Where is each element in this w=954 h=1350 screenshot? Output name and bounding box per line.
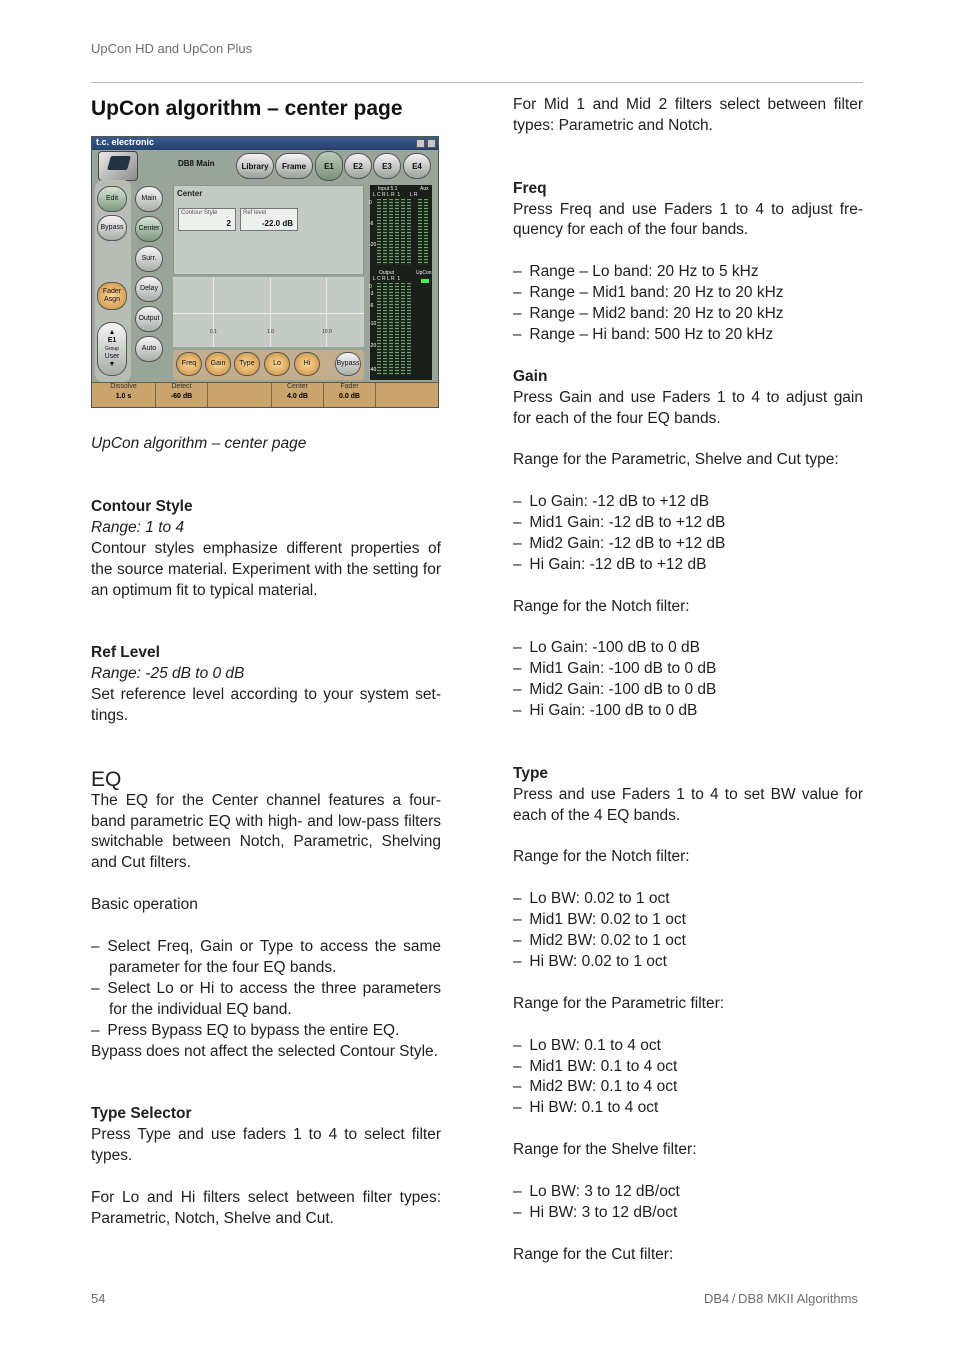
group-label: Group	[105, 346, 119, 352]
type-sub-cut: Range for the Cut filter:	[513, 1245, 674, 1263]
eq-graph	[173, 277, 364, 347]
type-sub-shelve: Range for the Shelve filter:	[513, 1141, 697, 1159]
list-item: – Hi Gain: -100 dB to 0 dB	[513, 702, 698, 720]
tab-e2[interactable]: E2	[344, 153, 372, 179]
list-item: – Mid2 Gain: -100 dB to 0 dB	[513, 681, 717, 699]
running-header: UpCon HD and UpCon Plus	[91, 41, 253, 56]
page-label: DB8 Main	[178, 159, 215, 168]
ref-level-heading: Ref Level	[91, 644, 160, 662]
meter-scale: -20	[369, 343, 377, 349]
list-item: – Select Freq, Gain or Type to access the same parameter for the four EQ bands.	[91, 937, 441, 976]
panel-title: Center	[177, 189, 203, 198]
dissolve-field[interactable]	[92, 383, 156, 408]
meter-scale: -10	[369, 321, 377, 327]
ref-level-field[interactable]	[240, 208, 298, 231]
detect-value: -60 dB	[170, 393, 193, 400]
list-item: – Hi Gain: -12 dB to +12 dB	[513, 555, 707, 573]
page-number: 54	[91, 1291, 106, 1306]
tab-e3[interactable]: E3	[373, 153, 401, 179]
eq-lo-button[interactable]: Lo	[264, 352, 290, 376]
gain-body: Press Gain and use Faders 1 to 4 to adjust gain for each of the four EQ bands.	[513, 388, 863, 427]
nav-delay-button[interactable]: Delay	[135, 276, 163, 302]
engine-label: E1	[107, 337, 117, 344]
eq-button-bar	[173, 350, 364, 380]
eq-freq-button[interactable]: Freq	[176, 352, 202, 376]
center-panel	[173, 185, 364, 275]
meter-channels-bottom: L C R L R 1	[373, 276, 401, 282]
eq-type-button[interactable]: Type	[234, 352, 260, 376]
contour-style-value: 2	[226, 219, 231, 228]
list-item: – Lo Gain: -100 dB to 0 dB	[513, 639, 700, 657]
mid-filter-intro: For Mid 1 and Mid 2 filters select between filter types: Parametric and Notch.	[513, 96, 863, 134]
list-item: – Mid1 Gain: -100 dB to 0 dB	[513, 660, 717, 678]
list-item: – Range – Hi band: 500 Hz to 20 kHz	[513, 325, 774, 343]
meter-scale: -20	[369, 242, 377, 248]
detect-label: Detect	[171, 383, 192, 390]
fader-label: Fader	[340, 383, 359, 390]
figure-caption: UpCon algorithm – center page	[91, 435, 307, 452]
list-item: – Range – Mid2 band: 20 Hz to 20 kHz	[513, 305, 784, 323]
meter-channels-top: L C R L R 1 L R	[373, 192, 418, 198]
gain-sub-notch: Range for the Notch filter:	[513, 597, 690, 615]
detect-field[interactable]	[156, 383, 208, 408]
nav-auto-button[interactable]: Auto	[135, 336, 163, 362]
ref-level-range: Range: -25 dB to 0 dB	[91, 665, 245, 683]
list-item: – Mid1 Gain: -12 dB to +12 dB	[513, 514, 726, 532]
graph-label: 10.0	[322, 329, 332, 335]
list-item: – Mid2 BW: 0.1 to 4 oct	[513, 1078, 678, 1096]
freq-heading: Freq	[513, 179, 547, 197]
eq-bypass-button[interactable]: Bypass	[335, 352, 361, 376]
list-item: – Range – Mid1 band: 20 Hz to 20 kHz	[513, 284, 784, 302]
meter-scale: -40	[369, 367, 377, 373]
section-title: UpCon algorithm – center page	[91, 97, 403, 120]
list-item: – Mid2 Gain: -12 dB to +12 dB	[513, 534, 726, 552]
type-selector-body2: For Lo and Hi filters select between filter types: Parametric, Notch, Shelve and Cut.	[91, 1188, 441, 1227]
nav-surr-button[interactable]: Surr.	[135, 246, 163, 272]
meter-input-label: Input 5.1	[378, 186, 398, 192]
upcon-led	[421, 279, 429, 283]
meter-scale: -3	[369, 291, 374, 297]
fader-value: 0.0 dB	[338, 393, 360, 400]
graph-label: 1.0	[267, 329, 274, 335]
eq-heading: EQ	[91, 767, 122, 791]
list-item: – Lo BW: 3 to 12 dB/oct	[513, 1182, 680, 1200]
eq-body: The EQ for the Center channel features a four-band parametric EQ with high- and low-pass filters switchable between Notch, Parametric, Shelving and Cut filters.	[91, 791, 441, 872]
ref-level-body: Set reference level according to your system set-tings.	[91, 686, 441, 724]
contour-style-field[interactable]	[178, 208, 236, 231]
eq-gain-button[interactable]: Gain	[205, 352, 231, 376]
dissolve-value: 1.0 s	[115, 393, 132, 400]
meter-aux-label: Aux	[420, 186, 429, 192]
list-item: – Select Lo or Hi to access the three parameters for the individual EQ band.	[91, 979, 441, 1018]
meter-scale: -6	[369, 221, 374, 227]
type-heading: Type	[513, 764, 549, 782]
title-bar	[92, 137, 438, 150]
close-icon[interactable]	[427, 139, 436, 148]
arrow-down-icon[interactable]: ▼	[108, 361, 116, 368]
gain-sub-parametric: Range for the Parametric, Shelve and Cut type:	[513, 451, 839, 469]
freq-body: Press Freq and use Faders 1 to 4 to adjust fre-quency for each of the four bands.	[513, 200, 863, 239]
list-item: – Mid1 BW: 0.02 to 1 oct	[513, 911, 686, 929]
ref-level-label: Ref level	[243, 210, 267, 216]
type-selector-body: Press Type and use faders 1 to 4 to select filter types.	[91, 1126, 441, 1165]
list-item: – Lo BW: 0.1 to 4 oct	[513, 1036, 661, 1054]
minimize-icon[interactable]	[416, 139, 425, 148]
user-label: User	[104, 353, 120, 360]
list-item: – Press Bypass EQ to bypass the entire EQ.	[91, 1021, 400, 1039]
meter-output-label: Output	[379, 270, 395, 276]
eq-hi-button[interactable]: Hi	[294, 352, 320, 376]
fader-field[interactable]	[324, 383, 376, 408]
list-item: – Hi BW: 3 to 12 dB/oct	[513, 1203, 678, 1221]
bottom-bar	[92, 382, 438, 407]
nav-main-button[interactable]: Main	[135, 186, 163, 212]
bypass-note: Bypass does not affect the selected Contour Style.	[91, 1042, 438, 1060]
center-gain-field[interactable]	[272, 383, 324, 408]
list-item: – Lo Gain: -12 dB to +12 dB	[513, 493, 710, 511]
center-gain-label: Center	[286, 383, 308, 390]
meter-scale: -6	[369, 303, 374, 309]
graph-label: 0.1	[210, 329, 217, 335]
meter-scale: 0	[369, 200, 372, 206]
gain-heading: Gain	[513, 367, 548, 385]
tab-e1[interactable]: E1	[315, 151, 343, 181]
dissolve-label: Dissolve	[110, 383, 137, 390]
ref-level-value: -22.0 dB	[261, 219, 293, 228]
footer-doc-title: DB4 / DB8 MKII Algorithms	[703, 1291, 858, 1306]
tab-library[interactable]: Library	[236, 153, 274, 179]
nav-center-button[interactable]: Center	[135, 216, 163, 242]
basic-operation: Basic operation	[91, 896, 198, 914]
fader-assign-button[interactable]: Fader Asgn	[97, 282, 127, 310]
type-selector-heading: Type Selector	[91, 1105, 192, 1123]
bypass-side-button[interactable]: Bypass	[97, 215, 127, 241]
type-sub-notch: Range for the Notch filter:	[513, 848, 690, 866]
list-item: – Range – Lo band: 20 Hz to 5 kHz	[513, 263, 759, 281]
edit-button[interactable]: Edit	[97, 186, 127, 212]
tab-frame[interactable]: Frame	[275, 153, 313, 179]
list-item: – Hi BW: 0.1 to 4 oct	[513, 1099, 659, 1117]
engine-selector[interactable]	[97, 322, 127, 376]
list-item: – Lo BW: 0.02 to 1 oct	[513, 890, 670, 908]
type-sub-parametric: Range for the Parametric filter:	[513, 994, 725, 1012]
contour-style-heading: Contour Style	[91, 497, 193, 515]
type-body: Press and use Faders 1 to 4 to set BW value for each of the 4 EQ bands.	[513, 785, 863, 824]
center-gain-value: 4.0 dB	[286, 393, 308, 400]
upcon-screenshot	[91, 136, 439, 408]
meter-scale: 0	[369, 284, 372, 290]
tab-e4[interactable]: E4	[403, 153, 431, 179]
nav-output-button[interactable]: Output	[135, 306, 163, 332]
arrow-up-icon[interactable]: ▲	[108, 329, 116, 336]
header-rule	[91, 82, 863, 83]
device-icon	[98, 151, 138, 181]
list-item: – Mid1 BW: 0.1 to 4 oct	[513, 1057, 678, 1075]
right-column	[513, 95, 863, 1266]
contour-style-body: Contour styles emphasize different properties of the source material. Experiment with the setting for an optimum fit to typical material.	[91, 539, 441, 599]
list-item: – Hi BW: 0.02 to 1 oct	[513, 953, 667, 970]
list-item: – Mid2 BW: 0.02 to 1 oct	[513, 932, 686, 950]
left-column	[91, 95, 441, 1230]
contour-style-range: Range: 1 to 4	[91, 518, 185, 536]
meter-upcon-label: UpCon	[416, 270, 432, 276]
contour-style-label: Contour Style	[181, 210, 218, 216]
brand-logo: t.c. electronic	[96, 137, 155, 147]
